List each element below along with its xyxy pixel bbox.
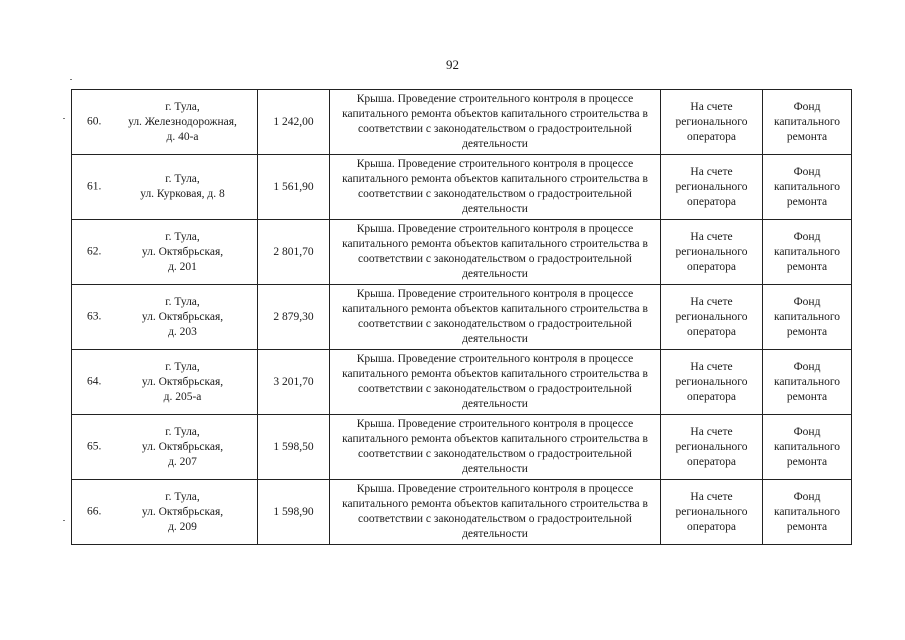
address-line: г. Тула, (165, 490, 200, 503)
number-address-cell (72, 285, 258, 350)
address-line: д. 209 (168, 520, 197, 533)
page-number: 92 (446, 57, 459, 72)
row-number: 65. (87, 440, 102, 453)
account-cell: На счете регионального оператора (661, 90, 763, 155)
cost-cell: 1 598,50 (258, 415, 330, 480)
address-line: д. 201 (168, 260, 197, 273)
table-row (72, 415, 852, 480)
cost-cell: 2 879,30 (258, 285, 330, 350)
number-address-cell (72, 415, 258, 480)
table-row (72, 480, 852, 545)
table-body (72, 90, 852, 545)
funding-source-cell: Фонд капитального ремонта (763, 350, 852, 415)
cost-cell: 2 801,70 (258, 220, 330, 285)
cost-cell: 1 561,90 (258, 155, 330, 220)
address (75, 230, 254, 275)
address-line: г. Тула, (165, 425, 200, 438)
scan-mark (63, 520, 65, 521)
cost-cell: 1 598,90 (258, 480, 330, 545)
address-line: г. Тула, (165, 295, 200, 308)
cost-cell: 3 201,70 (258, 350, 330, 415)
work-description-cell: Крыша. Проведение строительного контроля в процессе капитального ремонта объектов капитального строительства в соответствии с законодательством о градостроительной деятельности (330, 155, 661, 220)
work-description-cell: Крыша. Проведение строительного контроля в процессе капитального ремонта объектов капитального строительства в соответствии с законодательством о градостроительной деятельности (330, 220, 661, 285)
work-description-cell: Крыша. Проведение строительного контроля в процессе капитального ремонта объектов капитального строительства в соответствии с законодательством о градостроительной деятельности (330, 415, 661, 480)
address (75, 100, 254, 145)
address (75, 295, 254, 340)
address-line: ул. Курковая, д. 8 (140, 188, 225, 200)
account-cell: На счете регионального оператора (661, 220, 763, 285)
account-cell: На счете регионального оператора (661, 155, 763, 220)
number-address-cell (72, 155, 258, 220)
table-row (72, 285, 852, 350)
work-description-cell: Крыша. Проведение строительного контроля в процессе капитального ремонта объектов капитального строительства в соответствии с законодательством о градостроительной деятельности (330, 480, 661, 545)
table-row (72, 90, 852, 155)
address (75, 490, 254, 535)
table-row (72, 155, 852, 220)
funding-source-cell: Фонд капитального ремонта (763, 415, 852, 480)
address-line: д. 203 (168, 325, 197, 338)
address (75, 425, 254, 470)
account-cell: На счете регионального оператора (661, 480, 763, 545)
address-line: г. Тула, (165, 173, 200, 185)
address-line: г. Тула, (165, 230, 200, 243)
row-number: 61. (87, 180, 102, 193)
row-number: 60. (87, 115, 102, 128)
account-cell: На счете регионального оператора (661, 285, 763, 350)
scan-mark (63, 118, 65, 119)
funding-source-cell: Фонд капитального ремонта (763, 285, 852, 350)
cost-cell: 1 242,00 (258, 90, 330, 155)
address-line: ул. Железнодорожная, (128, 115, 237, 128)
address-line: г. Тула, (165, 360, 200, 373)
address-line: д. 207 (168, 455, 197, 468)
repair-works-table (71, 89, 852, 545)
address-line: г. Тула, (165, 100, 200, 113)
address-line: ул. Октябрьская, (141, 245, 224, 258)
address-line: ул. Октябрьская, (141, 440, 224, 453)
address-line: д. 205-а (163, 390, 202, 403)
address (75, 172, 254, 202)
funding-source-cell: Фонд капитального ремонта (763, 480, 852, 545)
number-address-cell (72, 480, 258, 545)
table-row (72, 220, 852, 285)
number-address-cell (72, 90, 258, 155)
account-cell: На счете регионального оператора (661, 415, 763, 480)
account-cell: На счете регионального оператора (661, 350, 763, 415)
scan-mark (70, 79, 72, 80)
funding-source-cell: Фонд капитального ремонта (763, 155, 852, 220)
work-description-cell: Крыша. Проведение строительного контроля в процессе капитального ремонта объектов капитального строительства в соответствии с законодательством о градостроительной деятельности (330, 90, 661, 155)
funding-source-cell: Фонд капитального ремонта (763, 220, 852, 285)
number-address-cell (72, 350, 258, 415)
table-row (72, 350, 852, 415)
address-line: ул. Октябрьская, (141, 375, 224, 388)
work-description-cell: Крыша. Проведение строительного контроля в процессе капитального ремонта объектов капитального строительства в соответствии с законодательством о градостроительной деятельности (330, 350, 661, 415)
funding-source-cell: Фонд капитального ремонта (763, 90, 852, 155)
row-number: 66. (87, 505, 102, 518)
address-line: ул. Октябрьская, (141, 310, 224, 323)
number-address-cell (72, 220, 258, 285)
row-number: 63. (87, 310, 102, 323)
address-line: ул. Октябрьская, (141, 505, 224, 518)
row-number: 62. (87, 245, 102, 258)
work-description-cell: Крыша. Проведение строительного контроля в процессе капитального ремонта объектов капитального строительства в соответствии с законодательством о градостроительной деятельности (330, 285, 661, 350)
address (75, 360, 254, 405)
address-line: д. 40-а (166, 130, 199, 143)
row-number: 64. (87, 375, 102, 388)
